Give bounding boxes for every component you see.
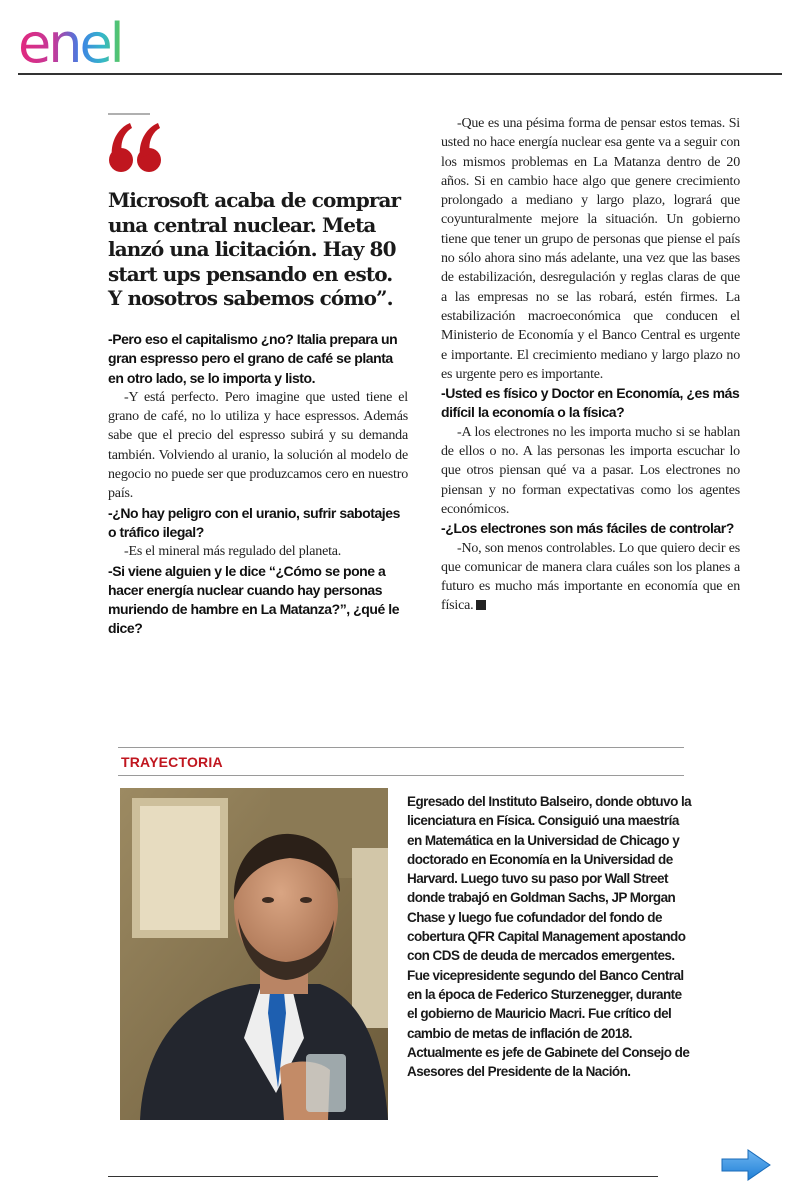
svg-text:enel: enel xyxy=(18,12,122,70)
interview-column-right xyxy=(441,114,740,616)
pull-quote: Microsoft acaba de comprar una central nuclear. Meta lanzó una licitación. Hay 80 start ups pensando en esto. Y nosotros sabemos cómo”. xyxy=(108,188,401,310)
interview-question: -Pero eso el capitalismo ¿no? Italia prepara un gran espresso pero el grano de café se planta en otro lado, se lo importa y listo. xyxy=(108,331,398,386)
interview-answer-final xyxy=(441,539,740,616)
interview-question: -Si viene alguien y le dice “¿Cómo se pone a hacer energía nuclear cuando hay personas muriendo de hambre en La Matanza?”, ¿qué le dice? xyxy=(108,562,400,637)
interview-answer: -Es el mineral más regulado del planeta. xyxy=(124,544,342,560)
trayectoria-rule-mid xyxy=(118,775,684,776)
interview-question: -¿Los electrones son más fáciles de controlar? xyxy=(441,520,734,537)
end-of-article-mark xyxy=(476,600,486,610)
trayectoria-label: TRAYECTORIA xyxy=(121,754,223,770)
interview-column-left xyxy=(108,330,408,639)
quote-rule xyxy=(108,113,150,115)
arrow-right-icon[interactable] xyxy=(720,1148,772,1182)
trayectoria-rule-top xyxy=(118,747,684,748)
interview-answer: -A los electrones no les importa mucho si se hablan de ellos o no. A las personas les importa escuchar lo que otros piensan qué va a pasar. Los electrones no piensan y no forman expectativas como los agentes económicos. xyxy=(441,424,740,517)
interview-answer: -Y está perfecto. Pero imagine que usted tiene el grano de café, no lo utiliza y hace espressos. Además sabe que el precio del espresso subirá y su demanda también. Volviendo al uranio, la solución al modelo de negocio no puede ser que produzcamos cero en nuestro país. xyxy=(108,389,408,502)
footer-rule xyxy=(108,1176,658,1177)
portrait-photo xyxy=(120,788,388,1120)
interview-answer: -Que es una pésima forma de pensar estos temas. Si usted no hace energía nuclear esa gente va a seguir con los mismos problemas en La Matanza dentro de 20 años. Si en cambio hace algo que genere crecimiento prolongado a mediano y largo plazo, logrará que coyunturalmente mejore la situación. Un gobierno tiene que tener un grupo de personas que piense el país no sólo ahora sino más adelante, una vez que las bases de estabilización, desregulación y reglas claras de que a las empresas no se las robará, estén firmes. La estabilización macroeconómica que conducen el Ministerio de Economía y el Banco Central es urgente e importante. El crecimiento mediano y largo plazo no es urgente pero es importante. xyxy=(441,116,740,382)
interview-question: -Usted es físico y Doctor en Economía, ¿es más difícil la economía o la física? xyxy=(441,385,740,421)
quote-mark-icon xyxy=(106,118,166,178)
trayectoria-bio: Egresado del Instituto Balseiro, donde obtuvo la licenciatura en Física. Consiguió una maestría en Matemática en la Universidad de Chicago y doctorado en Economía en la Universidad de Harvard. Luego tuvo su paso por Wall Street donde trabajó en Goldman Sachs, JP Morgan Chase y luego fue cofundador del fondo de cobertura QFR Capital Management apostando con CDS de deuda de mercados emergentes. Fue vicepresidente segundo del Banco Central en la época de Federico Sturzenegger, durante el gobierno de Mauricio Macri. Fue crítico del cambio de metas de inflación de 2018. Actualmente es jefe de Gabinete del Consejo de Asesores del Presidente de la Nación. xyxy=(407,794,692,1080)
header-rule xyxy=(18,73,782,75)
interview-question: -¿No hay peligro con el uranio, sufrir sabotajes o tráfico ilegal? xyxy=(108,504,400,540)
interview-answer-text: -No, son menos controlables. Lo que quiero decir es que comunicar de manera clara cuáles son los planes a futuro es mucho más importante en economía que en física. xyxy=(441,540,740,614)
enel-logo xyxy=(18,12,178,70)
